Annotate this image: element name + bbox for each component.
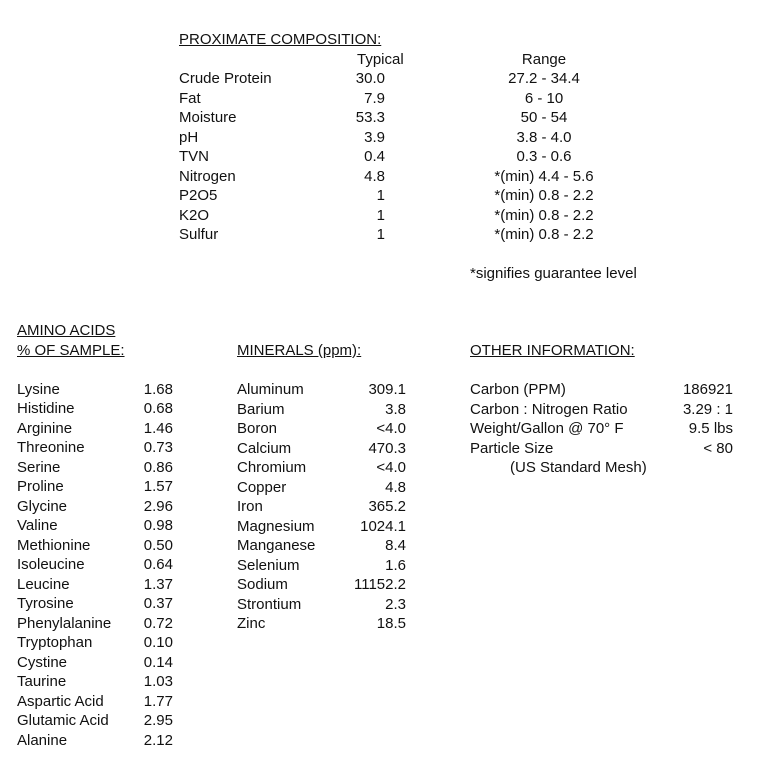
typical-value: 7.9 (364, 89, 385, 107)
table-row (17, 711, 177, 731)
amino-acid-value: 1.57 (143, 478, 173, 495)
amino-acid-name: Valine (17, 517, 58, 534)
typical-value: 1 (376, 187, 385, 204)
amino-acid-name: Serine (17, 458, 61, 476)
mineral-value: <4.0 (376, 459, 406, 476)
mineral-name: Barium (237, 400, 285, 418)
table-row (17, 399, 177, 419)
mineral-value: <4.0 (376, 420, 406, 437)
amino-acid-value: 0.98 (143, 517, 173, 534)
table-row (17, 477, 177, 497)
row-label: pH (179, 128, 199, 146)
mineral-name: Sodium (237, 576, 288, 593)
table-row (17, 419, 177, 439)
table-row (17, 380, 177, 400)
table-row (179, 167, 639, 187)
amino-title: AMINO ACIDS (17, 322, 116, 339)
row-label: Crude Protein (179, 70, 272, 87)
amino-acid-name: Proline (17, 478, 64, 495)
mineral-value: 365.2 (368, 498, 406, 515)
table-row (179, 206, 639, 226)
amino-acid-name: Leucine (17, 575, 70, 593)
mineral-value: 2.3 (385, 595, 406, 613)
spacer (237, 361, 412, 381)
amino-acid-value: 0.86 (143, 458, 173, 476)
info-label: Weight/Gallon @ 70° F (470, 420, 624, 437)
table-row (17, 555, 177, 575)
table-row (237, 575, 412, 595)
mineral-name: Zinc (237, 615, 266, 632)
row-label: Fat (179, 89, 201, 107)
table-row (179, 69, 639, 89)
table-row (179, 186, 639, 206)
table-row (470, 400, 740, 420)
amino-acid-name: Aspartic Acid (17, 692, 104, 710)
table-row (17, 653, 177, 673)
amino-acid-value: 2.95 (143, 712, 173, 729)
mineral-name: Boron (237, 420, 278, 437)
table-row (17, 516, 177, 536)
mineral-value: 3.8 (385, 400, 406, 418)
mineral-value: 11152.2 (354, 576, 406, 593)
range-value: *(min) 0.8 - 2.2 (494, 226, 594, 243)
mineral-value: 18.5 (376, 615, 406, 632)
proximate-composition-section (179, 30, 639, 245)
table-row (179, 128, 639, 148)
range-value: 3.8 - 4.0 (516, 128, 572, 146)
amino-acid-value: 0.37 (143, 595, 173, 612)
mineral-name: Calcium (237, 439, 292, 457)
amino-acid-value: 1.77 (143, 692, 173, 710)
table-row (470, 380, 740, 400)
proximate-rows (179, 69, 639, 245)
mineral-name: Iron (237, 498, 263, 515)
amino-acid-value: 0.14 (143, 653, 173, 671)
mineral-name: Aluminum (237, 381, 304, 398)
particle-size-note: (US Standard Mesh) (510, 459, 647, 476)
amino-acids-section (17, 321, 177, 750)
mineral-value: 4.8 (385, 478, 406, 496)
amino-acid-name: Cystine (17, 653, 68, 671)
table-row (179, 89, 639, 109)
mineral-name: Magnesium (237, 517, 315, 535)
amino-rows (17, 380, 177, 751)
info-value: 3.29 : 1 (682, 400, 733, 418)
typical-value: 3.9 (364, 128, 385, 146)
amino-acid-name: Phenylalanine (17, 614, 112, 632)
spacer (17, 360, 177, 380)
typical-value: 4.8 (364, 167, 385, 185)
amino-subtitle: % OF SAMPLE: (17, 341, 125, 359)
minerals-section (237, 341, 412, 634)
row-label: Sulfur (179, 226, 219, 243)
amino-acid-value: 1.68 (143, 380, 173, 398)
amino-acid-name: Arginine (17, 419, 73, 437)
amino-acid-name: Alanine (17, 731, 68, 749)
mineral-value: 1.6 (385, 556, 406, 574)
guarantee-note: *signifies guarantee level (470, 265, 637, 282)
table-row (17, 731, 177, 751)
mineral-name: Strontium (237, 595, 302, 613)
table-row (17, 575, 177, 595)
range-value: 50 - 54 (520, 109, 568, 126)
range-value: 6 - 10 (524, 89, 564, 107)
amino-acid-name: Histidine (17, 400, 75, 417)
table-row (237, 517, 412, 537)
range-value: *(min) 0.8 - 2.2 (494, 187, 594, 204)
row-label: Nitrogen (179, 167, 236, 185)
info-value: 9.5 lbs (688, 420, 733, 437)
table-row (17, 692, 177, 712)
typical-value: 1 (376, 206, 385, 224)
table-row (237, 478, 412, 498)
info-value: < 80 (703, 439, 733, 457)
amino-acid-value: 0.68 (143, 400, 173, 417)
amino-acid-value: 2.12 (143, 731, 173, 749)
typical-value: 1 (376, 226, 385, 243)
table-row (237, 419, 412, 439)
mineral-name: Chromium (237, 459, 307, 476)
other-title: OTHER INFORMATION: (470, 342, 635, 359)
row-label: P2O5 (179, 187, 218, 204)
row-label: Moisture (179, 109, 237, 126)
table-row (17, 438, 177, 458)
range-value: 0.3 - 0.6 (516, 148, 572, 165)
mineral-name: Copper (237, 478, 287, 496)
table-row (17, 497, 177, 517)
table-row (17, 633, 177, 653)
info-label: Particle Size (470, 439, 554, 457)
particle-note-row (470, 458, 740, 478)
range-value: *(min) 0.8 - 2.2 (494, 206, 594, 224)
range-value: *(min) 4.4 - 5.6 (494, 167, 594, 185)
info-value: 186921 (682, 381, 733, 398)
amino-acid-value: 1.46 (143, 419, 173, 437)
typical-value: 53.3 (355, 109, 385, 126)
table-row (237, 497, 412, 517)
table-row (237, 536, 412, 556)
proximate-title: PROXIMATE COMPOSITION: (179, 31, 382, 48)
minerals-rows (237, 380, 412, 634)
mineral-value: 1024.1 (360, 517, 406, 535)
amino-acid-value: 0.72 (143, 614, 173, 632)
amino-acid-name: Isoleucine (17, 556, 85, 573)
table-row (179, 108, 639, 128)
amino-acid-name: Taurine (17, 673, 67, 690)
spacer (470, 361, 740, 381)
table-row (17, 614, 177, 634)
typical-value: 30.0 (355, 70, 385, 87)
typical-header: Typical (357, 50, 404, 68)
amino-acid-value: 0.64 (143, 556, 173, 573)
table-row (237, 614, 412, 634)
amino-acid-value: 1.03 (143, 673, 173, 690)
amino-acid-name: Glycine (17, 497, 68, 515)
table-row (17, 672, 177, 692)
row-label: K2O (179, 206, 210, 224)
table-row (179, 225, 639, 245)
other-information-section (470, 341, 740, 478)
amino-acid-name: Threonine (17, 439, 85, 456)
table-row (470, 439, 740, 459)
info-label: Carbon : Nitrogen Ratio (470, 400, 628, 418)
table-row (17, 594, 177, 614)
table-row (237, 595, 412, 615)
table-row (237, 400, 412, 420)
amino-acid-name: Glutamic Acid (17, 712, 109, 729)
table-row (237, 380, 412, 400)
amino-acid-value: 0.73 (143, 439, 173, 456)
amino-acid-value: 1.37 (143, 575, 173, 593)
table-row (17, 536, 177, 556)
amino-acid-name: Tryptophan (17, 634, 93, 651)
other-rows (470, 380, 740, 478)
amino-acid-name: Tyrosine (17, 595, 74, 612)
minerals-title: MINERALS (ppm): (237, 342, 362, 359)
info-label: Carbon (PPM) (470, 381, 566, 398)
mineral-value: 309.1 (368, 381, 406, 398)
amino-acid-name: Methionine (17, 536, 91, 554)
table-row (237, 556, 412, 576)
table-row (17, 458, 177, 478)
table-row (237, 458, 412, 478)
amino-acid-value: 2.96 (143, 497, 173, 515)
mineral-name: Selenium (237, 556, 300, 574)
typical-value: 0.4 (364, 148, 385, 165)
mineral-value: 8.4 (385, 537, 406, 554)
table-row (470, 419, 740, 439)
range-value: 27.2 - 34.4 (508, 70, 580, 87)
mineral-name: Manganese (237, 537, 316, 554)
range-header: Range (521, 50, 567, 68)
table-row (237, 439, 412, 459)
amino-acid-value: 0.50 (143, 536, 173, 554)
proximate-header-row (179, 50, 639, 70)
row-label: TVN (179, 148, 209, 165)
table-row (179, 147, 639, 167)
amino-acid-value: 0.10 (143, 634, 173, 651)
amino-acid-name: Lysine (17, 380, 60, 398)
mineral-value: 470.3 (368, 439, 406, 457)
